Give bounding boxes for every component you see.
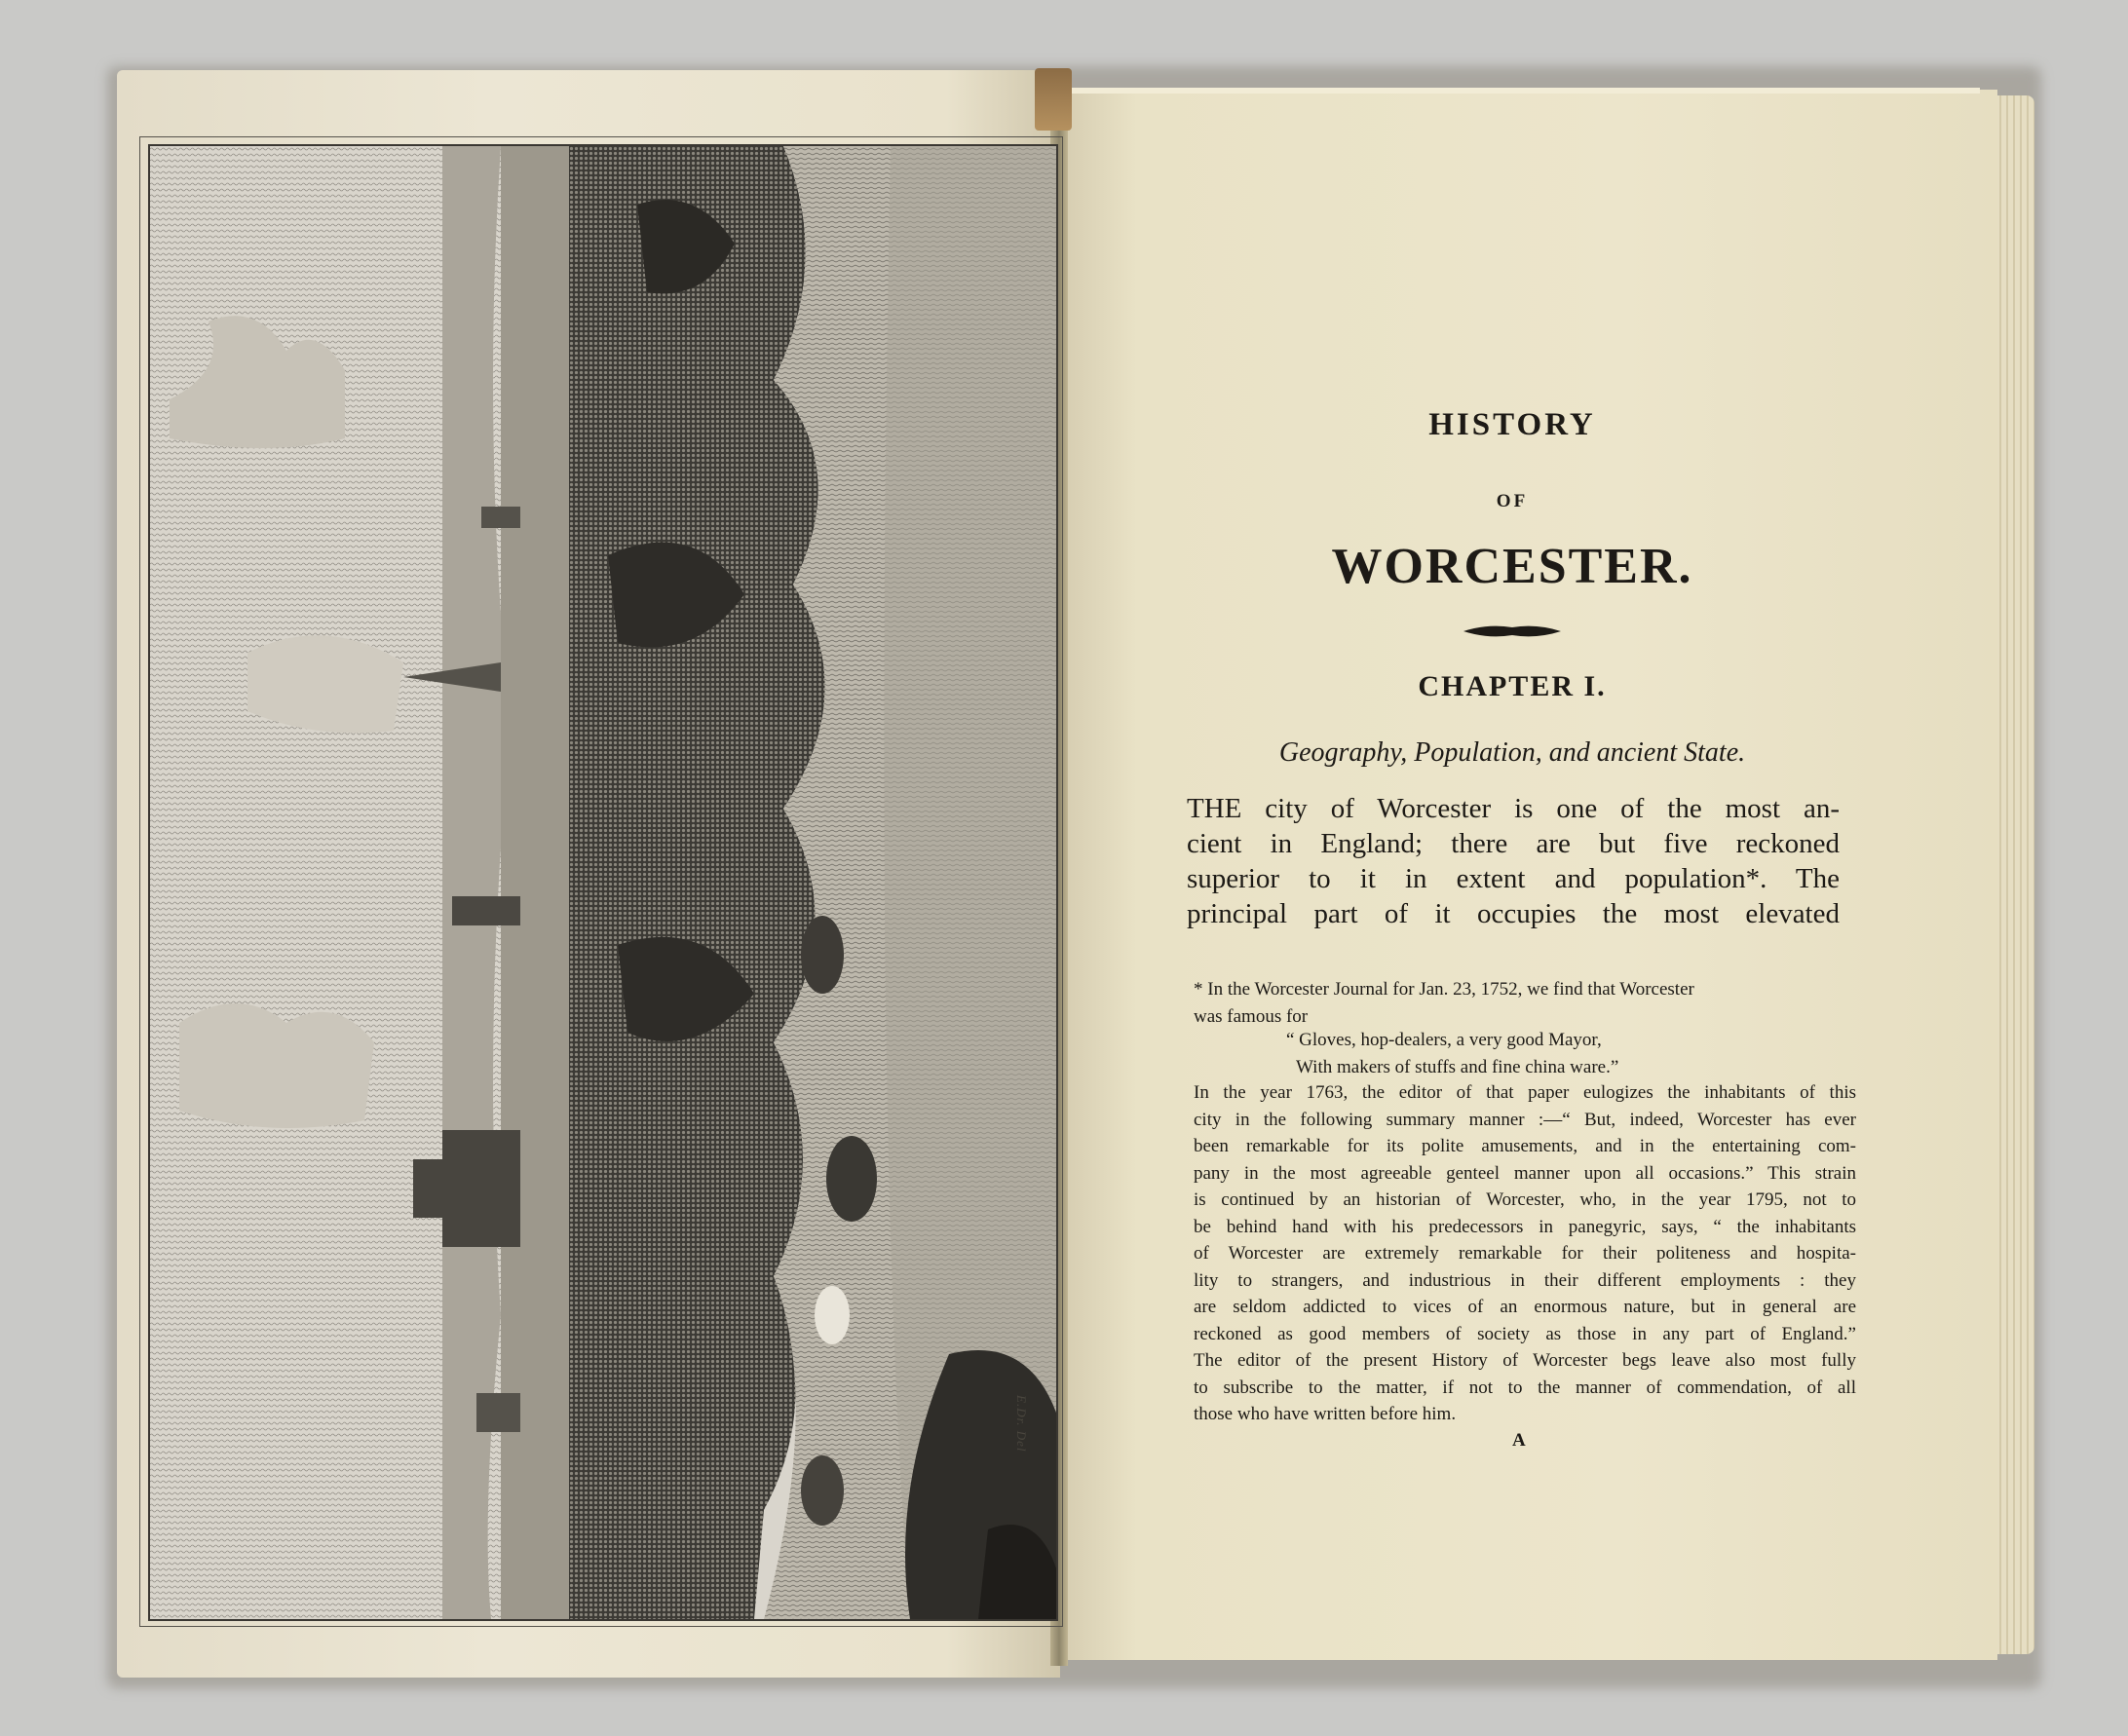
body-line: principal part of it occupies the most elevated [1187,898,1840,929]
quote-line: “ Gloves, hop-dealers, a very good Mayor, [1286,1030,1602,1050]
footnote-intro [1194,976,1856,1030]
title-history: HISTORY [1428,407,1596,442]
footnote-line: was famous for [1194,1005,1309,1027]
footnote-line: is continued by an historian of Worcester, who, in the year 1795, not to [1194,1189,1856,1210]
body-line: THE city of Worcester is one of the most an- [1187,793,1840,824]
footnote-line: to subscribe to the matter, if not to the manner of commendation, of all [1194,1377,1856,1398]
footnote-line: city in the following summary manner :—“ But, indeed, Worcester has ever [1194,1109,1856,1130]
footnote-line: In the year 1763, the editor of that paper eulogizes the inhabitants of this [1194,1082,1856,1103]
chapter-heading: CHAPTER I. [1418,670,1607,702]
footnote-line: The editor of the present History of Worcester begs leave also most fully [1194,1350,1856,1371]
title-of: OF [1496,491,1529,511]
leather-spine [1035,68,1072,131]
footnote-line: are seldom addicted to vices of an enormous nature, but in general are [1194,1297,1856,1317]
footnote-line: be behind hand with his predecessors in panegyric, says, “ the inhabitants [1194,1216,1856,1237]
footnote-line: of Worcester are extremely remarkable for their politeness and hospita- [1194,1243,1856,1264]
signature-mark: A [1512,1430,1526,1451]
footnote-line: lity to strangers, and industrious in their different employments : they [1194,1269,1856,1291]
footnote-line: been remarkable for its polite amusements, and in the entertaining com- [1194,1136,1856,1156]
title-worcester: WORCESTER. [1331,539,1693,594]
footnote-line: those who have written before him. [1194,1404,1457,1424]
quote-line: With makers of stuffs and fine china ware.” [1296,1056,1619,1077]
ornament-rule-icon [1463,623,1561,639]
chapter-subtitle: Geography, Population, and ancient State. [1278,737,1746,768]
body-line: superior to it in extent and population*. The [1187,863,1840,894]
page-top-edge [1064,88,1980,94]
footnote-line: pany in the most agreeable genteel manner upon all occasions.” This strain [1194,1162,1856,1184]
frontispiece-engraving [148,144,1058,1621]
footnote-line: * In the Worcester Journal for Jan. 23, 1752, we find that Worcester [1194,979,1694,1000]
body-line: cient in England; there are but five reckoned [1187,828,1840,859]
plate-credit: E.Dr. Del [1014,1395,1029,1453]
footnote-quote [1286,1027,1832,1080]
footnote-body [1194,1079,1856,1428]
footnote-line: reckoned as good members of society as those in any part of England.” [1194,1323,1856,1344]
body-paragraph [1187,791,1840,931]
